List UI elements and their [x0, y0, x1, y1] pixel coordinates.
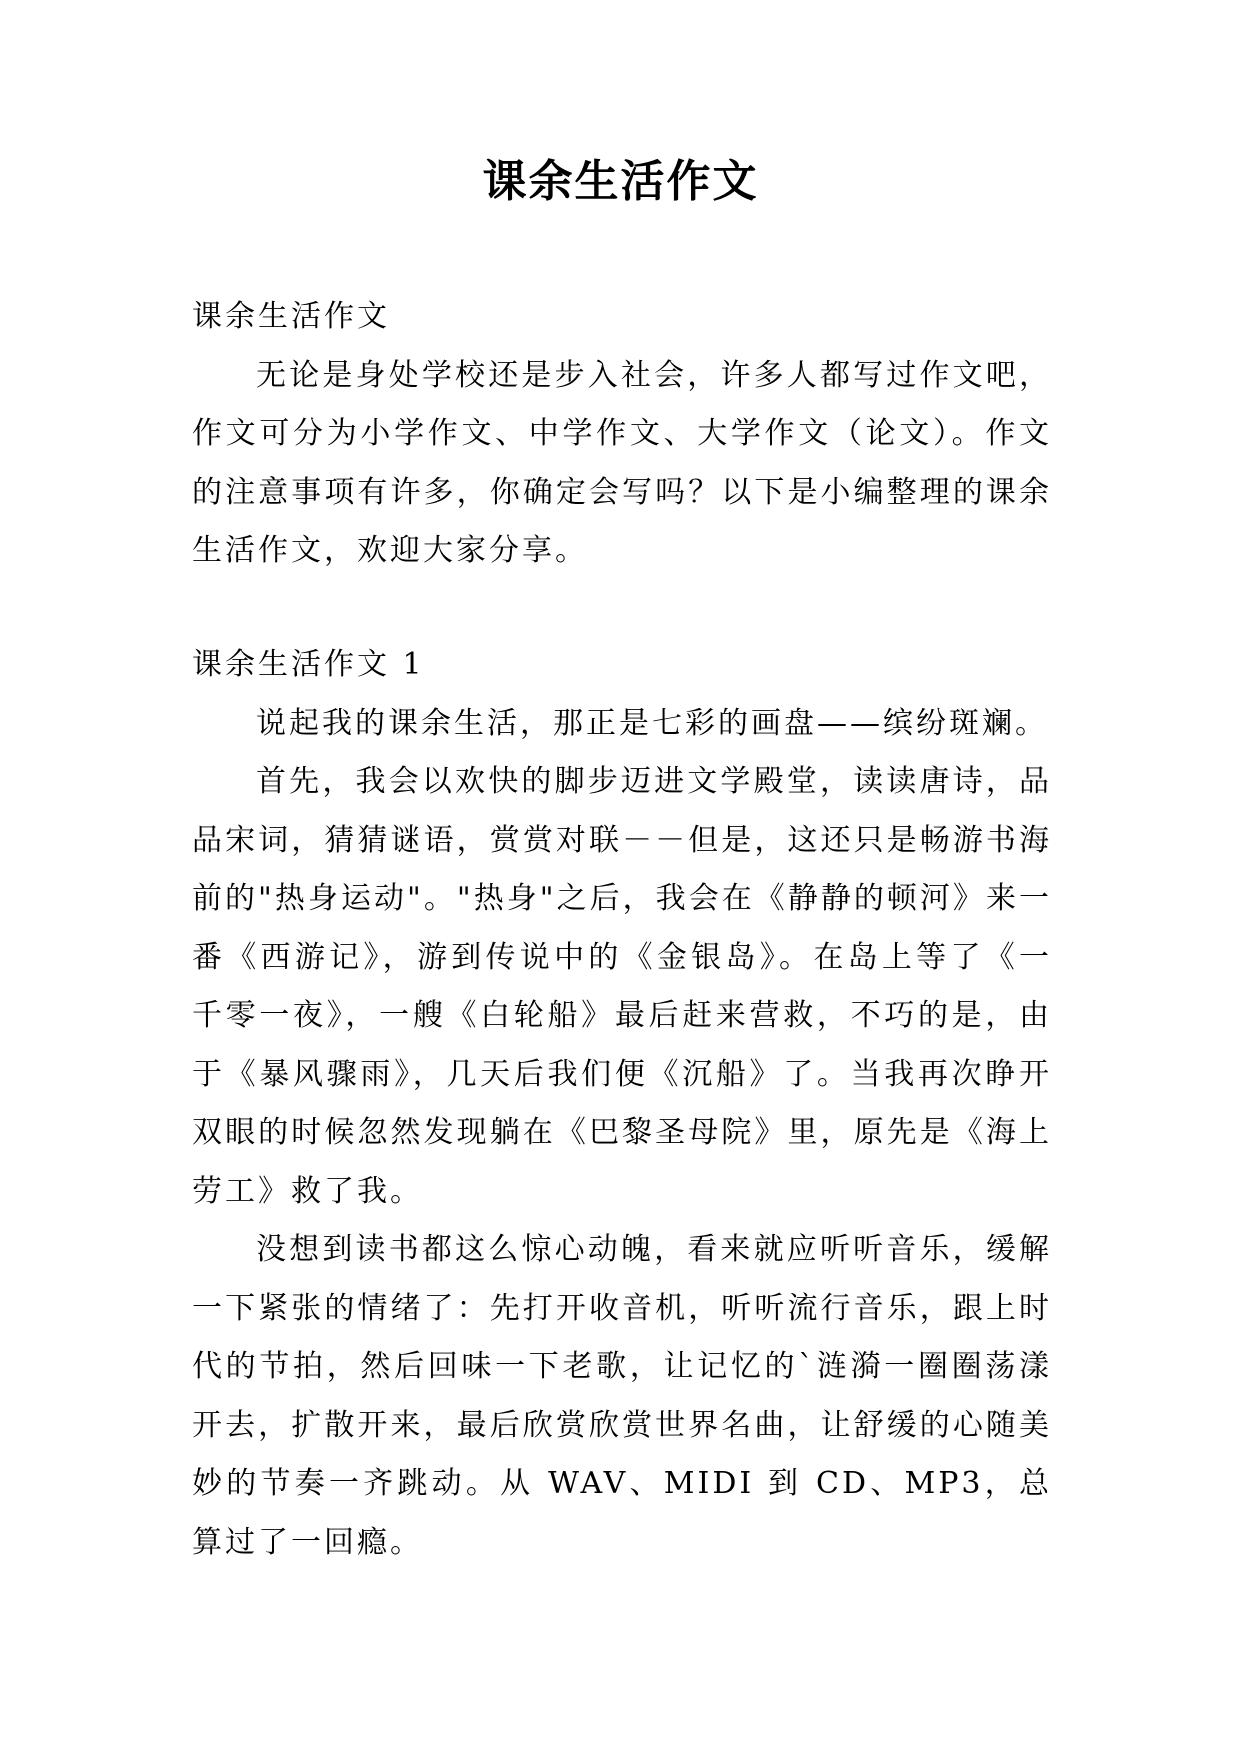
paragraph: 没想到读书都这么惊心动魄，看来就应听听音乐，缓解一下紧张的情绪了：先打开收音机，听听流行音乐，跟上时代的节拍，然后回味一下老歌，让记忆的`涟漪一圈圈荡漾开去，扩散开来，最后欣赏欣赏世界名曲，让舒缓的心随美妙的节奏一齐跳动。从 WAV、MIDI 到 CD、MP3，总算过了一回瘾。: [192, 1232, 1052, 1560]
intro-paragraph: 无论是身处学校还是步入社会，许多人都写过作文吧，作文可分为小学作文、中学作文、大学作文（论文）。作文的注意事项有许多，你确定会写吗？以下是小编整理的课余生活作文，欢迎大家分享。: [192, 357, 1052, 568]
paragraph: 首先，我会以欢快的脚步迈进文学殿堂，读读唐诗，品品宋词，猜猜谜语，赏赏对联－－但是，这还只是畅游书海前的"热身运动"。"热身"之后，我会在《静静的顿河》来一番《西游记》，游到传说中的《金银岛》。在岛上等了《一千零一夜》，一艘《白轮船》最后赶来营救，不巧的是，由于《暴风骤雨》，几天后我们便《沉船》了。当我再次睁开双眼的时候忽然发现躺在《巴黎圣母院》里，原先是《海上劳工》救了我。: [192, 764, 1052, 1209]
intro-section: [192, 288, 1052, 581]
document-title: 课余生活作文: [482, 156, 759, 207]
intro-heading: 课余生活作文: [192, 299, 390, 334]
paragraph: 说起我的课余生活，那正是七彩的画盘——缤纷斑斓。: [256, 705, 1048, 741]
section-heading: 课余生活作文 1: [192, 647, 425, 682]
essay-section-1: [192, 636, 1052, 1572]
